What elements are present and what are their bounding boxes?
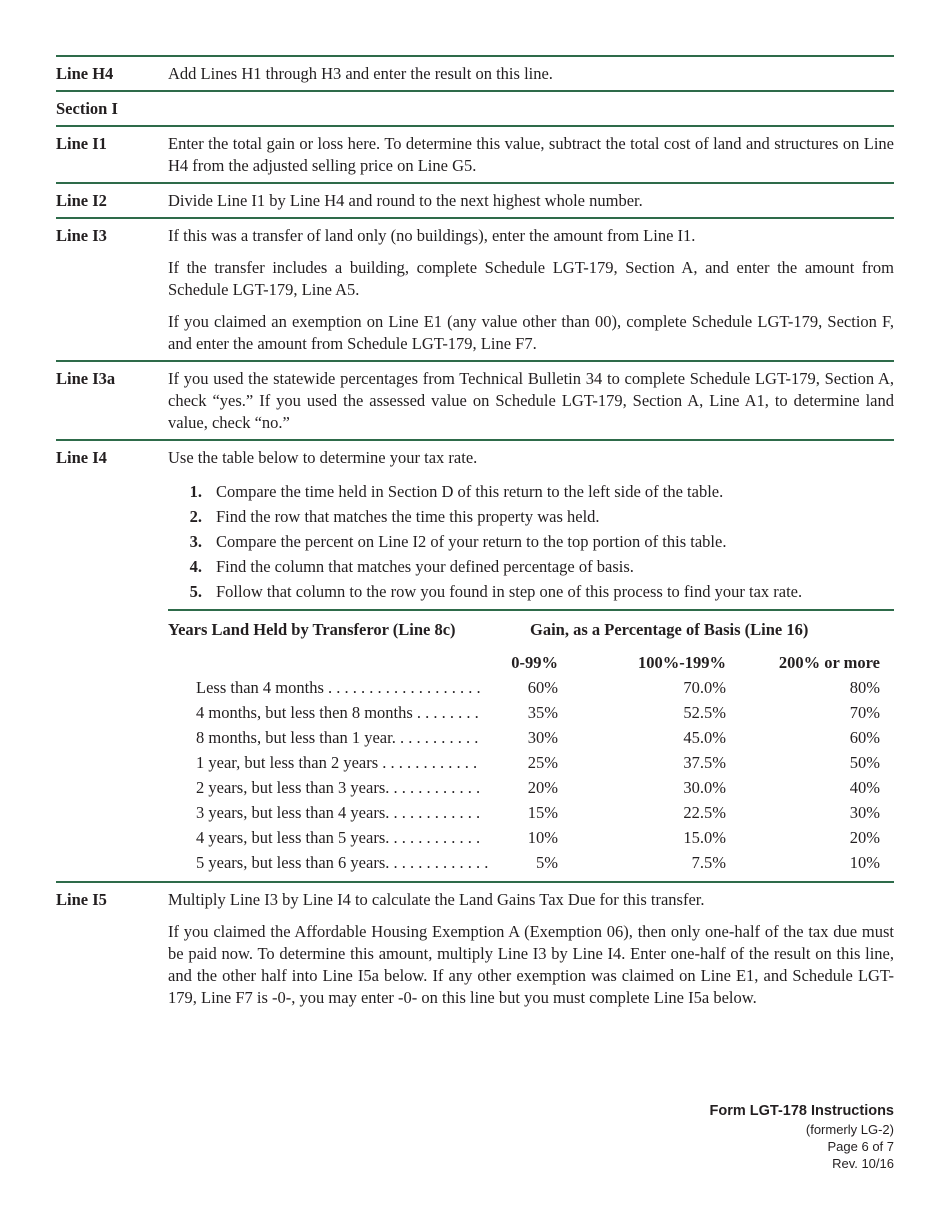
rate-cell-100-199: 7.5% [691, 853, 726, 872]
table-row [168, 775, 894, 800]
instructions-page [56, 55, 894, 1014]
rate-value: 20% [527, 778, 558, 797]
rate-cell-200-plus: 20% [849, 828, 880, 847]
tax-rate-table [168, 609, 894, 881]
rate-cell-200-plus: 70% [849, 703, 880, 722]
years-held-label: 4 months, but less then 8 months . . . . . . . . [196, 703, 479, 722]
section-content [168, 441, 894, 609]
step-text: Find the column that matches your defined percentage of basis. [216, 557, 634, 576]
section-content [168, 184, 894, 217]
rate-cell-0-99 [168, 850, 558, 875]
section-row [56, 90, 894, 125]
section-content [168, 92, 894, 125]
section-content [168, 219, 894, 360]
section-paragraph: If you claimed the Affordable Housing Exemption A (Exemption 06), then only one-half of the tax due must be paid now. To determine this amount, multiply Line I3 by Line I4. Enter one-half of the result on this line, and the other half into Line I5a below. If any other exemption was claimed on Line E1, and Schedule LGT-179, Line F7 is -0-, you may enter -0- on this line but you must complete Line I5a below. [168, 922, 894, 1007]
table-row [168, 850, 894, 875]
rate-cell-200-plus: 50% [849, 753, 880, 772]
step-item [168, 479, 894, 504]
step-text: Follow that column to the row you found in step one of this process to find your tax rate. [216, 582, 803, 601]
section-content [168, 883, 894, 1014]
rate-cell-100-199: 45.0% [683, 728, 726, 747]
rate-cell-100-199: 52.5% [683, 703, 726, 722]
rate-cell-200-plus: 40% [849, 778, 880, 797]
i4-intro: Use the table below to determine your tax rate. [168, 448, 478, 467]
section-content [168, 127, 894, 182]
years-held-label: 1 year, but less than 2 years . . . . . . . . . . . . [196, 753, 478, 772]
page-footer [710, 1102, 895, 1172]
section-paragraph: If the transfer includes a building, complete Schedule LGT-179, Section A, and enter the amount from Schedule LGT-179, Line A5. [168, 258, 894, 299]
section-row [56, 360, 894, 439]
rate-cell-100-199: 30.0% [683, 778, 726, 797]
rate-cell-0-99 [168, 750, 558, 775]
right-header: Gain, as a Percentage of Basis (Line 16) [530, 620, 809, 639]
i4-steps-list [168, 479, 894, 604]
rate-cell-100-199: 37.5% [683, 753, 726, 772]
rate-cell-0-99 [168, 775, 558, 800]
section-paragraph: Enter the total gain or loss here. To determine this value, subtract the total cost of land and structures on Line H4 from the adjusted selling price on Line G5. [168, 134, 894, 175]
step-text: Compare the time held in Section D of this return to the left side of the table. [216, 482, 724, 501]
section-label: Line I1 [56, 134, 107, 153]
years-held-label: 5 years, but less than 6 years. . . . . . . . . . . . . [196, 853, 489, 872]
rate-value: 10% [527, 828, 558, 847]
table-row [168, 700, 894, 725]
section-paragraph: If you used the statewide percentages from Technical Bulletin 34 to complete Schedule LGT-179, Section A, check “yes.” If you used the assessed value on Schedule LGT-179, Section A, Line A1, to determine land value, check “no.” [168, 369, 894, 432]
years-held-label: 2 years, but less than 3 years. . . . . . . . . . . . [196, 778, 481, 797]
rate-cell-0-99 [168, 725, 558, 750]
column-header: 100%-199% [638, 653, 726, 672]
section-paragraph: Multiply Line I3 by Line I4 to calculate the Land Gains Tax Due for this transfer. [168, 890, 705, 909]
table-row [168, 825, 894, 850]
rate-cell-0-99 [168, 825, 558, 850]
rate-cell-200-plus: 80% [849, 678, 880, 697]
step-text: Compare the percent on Line I2 of your return to the top portion of this table. [216, 532, 727, 551]
step-item [168, 579, 894, 604]
rate-value: 30% [527, 728, 558, 747]
section-row-line-i5 [56, 881, 894, 1014]
column-header: 0-99% [511, 653, 558, 672]
section-row [56, 55, 894, 90]
table-row [168, 725, 894, 750]
rate-value: 5% [536, 853, 558, 872]
rate-cell-100-199: 22.5% [683, 803, 726, 822]
page-number: Page 6 of 7 [827, 1139, 894, 1154]
section-content [168, 57, 894, 90]
step-item [168, 504, 894, 529]
rate-cell-100-199: 70.0% [683, 678, 726, 697]
step-item [168, 529, 894, 554]
step-number: 5. [189, 582, 202, 601]
section-paragraph: Divide Line I1 by Line H4 and round to the next highest whole number. [168, 191, 643, 210]
table-row [168, 750, 894, 775]
section-content [168, 362, 894, 439]
step-item [168, 554, 894, 579]
rate-cell-100-199: 15.0% [683, 828, 726, 847]
years-held-label: 3 years, but less than 4 years. . . . . . . . . . . . [196, 803, 481, 822]
column-header: 200% or more [778, 653, 880, 672]
step-text: Find the row that matches the time this property was held. [216, 507, 600, 526]
years-held-label: Less than 4 months . . . . . . . . . . . . . . . . . . . [196, 678, 481, 697]
form-name: Form LGT-178 Instructions [709, 1103, 894, 1119]
table-row [168, 800, 894, 825]
rate-cell-0-99 [168, 675, 558, 700]
table-row [168, 675, 894, 700]
section-row-line-i4 [56, 439, 894, 609]
revision: Rev. 10/16 [832, 1156, 894, 1171]
step-number: 3. [189, 532, 202, 551]
section-row [56, 217, 894, 360]
rate-cell-200-plus: 10% [849, 853, 880, 872]
rate-value: 25% [527, 753, 558, 772]
rate-cell-200-plus: 60% [849, 728, 880, 747]
step-number: 2. [189, 507, 202, 526]
rate-cell-0-99 [168, 800, 558, 825]
step-number: 1. [189, 482, 202, 501]
step-number: 4. [189, 557, 202, 576]
section-label: Line H4 [56, 64, 114, 83]
left-header: Years Land Held by Transferor (Line 8c) [168, 620, 456, 639]
years-held-label: 8 months, but less than 1 year. . . . . . . . . . . [196, 728, 479, 747]
rate-cell-0-99 [168, 700, 558, 725]
rate-value: 35% [527, 703, 558, 722]
section-label: Line I3a [56, 369, 116, 388]
form-formerly: (formerly LG-2) [805, 1122, 894, 1137]
rate-cell-200-plus: 30% [849, 803, 880, 822]
section-row [56, 182, 894, 217]
table-header [168, 609, 894, 641]
section-paragraph: If you claimed an exemption on Line E1 (any value other than 00), complete Schedule LGT-179, Section F, and enter the amount from Schedule LGT-179, Line F7. [168, 312, 894, 353]
section-label: Line I3 [56, 226, 107, 245]
section-paragraph: Add Lines H1 through H3 and enter the result on this line. [168, 64, 553, 83]
section-paragraph: If this was a transfer of land only (no buildings), enter the amount from Line I1. [168, 226, 696, 245]
column-headers [168, 641, 894, 675]
section-row [56, 125, 894, 182]
table-body [168, 675, 894, 875]
section-label: Line I2 [56, 191, 107, 210]
section-label: Line I4 [56, 448, 107, 467]
instruction-sections [56, 55, 894, 439]
years-held-label: 4 years, but less than 5 years. . . . . . . . . . . . [196, 828, 481, 847]
section-label: Line I5 [56, 890, 107, 909]
rate-value: 60% [527, 678, 558, 697]
rate-value: 15% [527, 803, 558, 822]
section-label: Section I [56, 99, 118, 118]
